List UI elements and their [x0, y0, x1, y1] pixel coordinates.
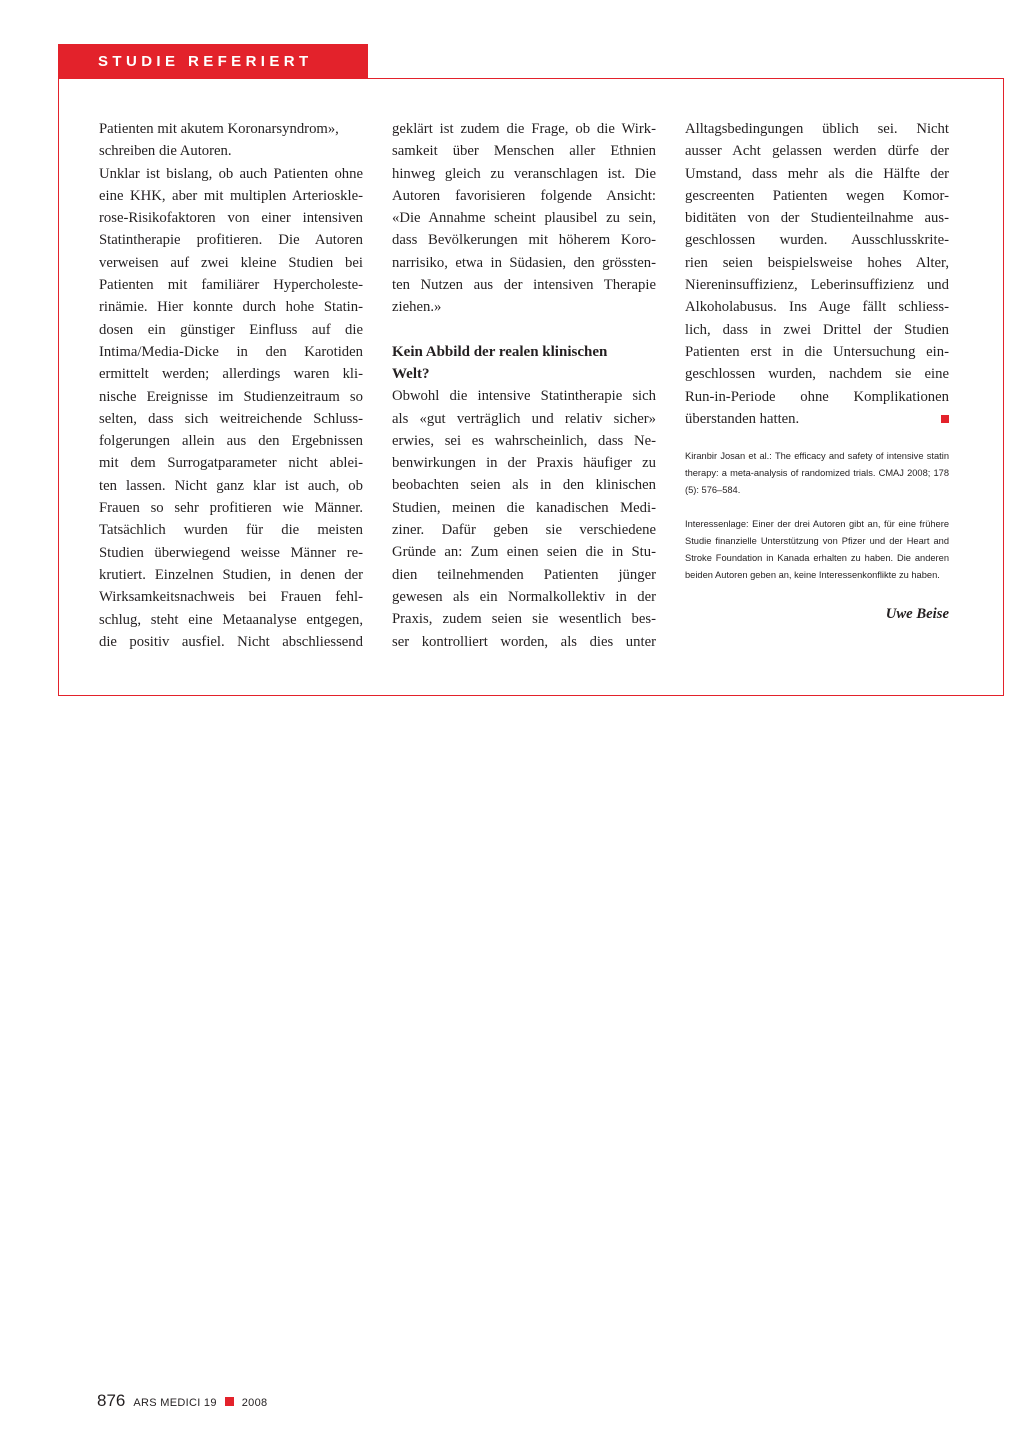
- text-line: Patienten mit familiärer Hypercholeste-: [99, 277, 363, 294]
- separator-square-icon: [225, 1397, 234, 1406]
- page-footer: [97, 1391, 267, 1411]
- text-line: Patienten mit akutem Koronarsyndrom»,: [99, 121, 339, 137]
- text-line: mit dem Surrogatparameter nicht ablei-: [99, 455, 363, 472]
- closing-line: [685, 408, 949, 430]
- text-line: als «gut verträglich und relativ sicher»: [392, 410, 656, 427]
- text-line: selten, dass sich weitreichende Schluss-: [99, 410, 363, 427]
- magazine-issue: ARS MEDICI 19: [133, 1397, 217, 1409]
- text-line: eine KHK, aber mit multiplen Arterioskle-: [99, 187, 363, 204]
- text-line: Frauen so sehr profitieren wie Männer.: [99, 500, 363, 517]
- text-line: ser kontrolliert worden, als dies unter: [392, 633, 656, 650]
- text-line: rose-Risikofaktoren von einer intensiven: [99, 210, 363, 227]
- text-line: samkeit über Menschen aller Ethnien: [392, 143, 656, 160]
- subheading: [392, 341, 656, 386]
- paragraph-gap: [685, 430, 949, 448]
- paragraph-gap: [392, 319, 656, 341]
- subheading-line-2: Welt?: [392, 365, 430, 382]
- text-line: nische Ereignisse im Studienzeitraum so: [99, 388, 363, 405]
- section-tab: [58, 44, 368, 79]
- text-line: Gründe an: Zum einen seien die in Stu-: [392, 544, 656, 561]
- text-line: geschlossen wurden. Ausschlusskrite-: [685, 232, 949, 249]
- text-line: verweisen auf zwei kleine Studien bei: [99, 254, 363, 271]
- page-number: 876: [97, 1391, 126, 1410]
- text-line: hinweg gleich zu veranschlagen ist. Die: [392, 165, 656, 182]
- text-line: Umstand, dass mehr als die Hälfte der: [685, 165, 949, 182]
- text-line: ziner. Dafür geben sie verschiedene: [392, 522, 656, 539]
- text-line: gescreenten Patienten wegen Komor-: [685, 187, 949, 204]
- interest-line: Stroke Foundation in Kanada erhalten zu haben. Die anderen: [685, 553, 949, 564]
- text-line: gewesen als ein Normalkollektiv in der: [392, 588, 656, 605]
- text-line: überstanden hatten.: [685, 410, 800, 427]
- text-line: schreiben die Autoren.: [99, 143, 232, 160]
- text-line: Alkoholabusus. Ins Auge fällt schliess-: [685, 299, 949, 316]
- text-line: ermittelt werden; allerdings waren kli-: [99, 366, 363, 383]
- text-line: folgerungen allein aus den Ergebnissen: [99, 433, 363, 450]
- interest-line: Studie finanzielle Unterstützung von Pfizer und der Heart and: [685, 536, 949, 547]
- end-of-article-square-icon: [941, 415, 949, 423]
- text-line: Unklar ist bislang, ob auch Patienten ohne: [99, 165, 363, 182]
- text-line: die positiv ausfiel. Nicht abschliessend: [99, 633, 363, 650]
- text-line: Patienten erst in die Untersuchung ein-: [685, 343, 949, 360]
- text-line: rinämie. Hier konnte durch hohe Statin-: [99, 299, 363, 316]
- text-line: ten Nutzen aus der intensiven Therapie: [392, 277, 656, 294]
- text-line: Autoren favorisieren folgende Ansicht:: [392, 187, 656, 204]
- subheading-line-1: Kein Abbild der realen klinischen: [392, 343, 608, 360]
- author-name: Uwe Beise: [885, 606, 949, 623]
- text-line: «Die Annahme scheint plausibel zu sein,: [392, 210, 656, 227]
- text-line: dosen ein günstiger Einfluss auf die: [99, 321, 363, 338]
- text-line: Wirksamkeitsnachweis bei Frauen fehl-: [99, 589, 363, 606]
- text-line: geschlossen wurden, nachdem sie eine: [685, 366, 949, 383]
- conflict-of-interest-block: [685, 516, 949, 584]
- article-column-1: [99, 118, 363, 653]
- text-line: benwirkungen in der Praxis häufiger zu: [392, 455, 656, 472]
- publication-year: 2008: [241, 1397, 268, 1409]
- text-line: beobachten seien als in den klinischen: [392, 477, 656, 494]
- text-line: Obwohl die intensive Statintherapie sich: [392, 388, 656, 405]
- interest-line: beiden Autoren geben an, keine Interessenkonflikte zu haben.: [685, 570, 940, 581]
- text-line: Intima/Media-Dicke in den Karotiden: [99, 343, 363, 360]
- text-line: geklärt ist zudem die Frage, ob die Wirk-: [392, 121, 656, 137]
- article-column-2: [392, 118, 656, 653]
- text-line: Studien, meinen die kanadischen Medi-: [392, 499, 656, 516]
- reference-line: Kiranbir Josan et al.: The efficacy and safety of intensive statin: [685, 451, 949, 462]
- text-line: Niereninsuffizienz, Leberinsuffizienz und: [685, 277, 949, 294]
- text-line: krutiert. Einzelnen Studien, in denen der: [99, 566, 363, 583]
- text-line: erwies, sei es wahrscheinlich, dass Ne-: [392, 432, 656, 449]
- paragraph-gap: [685, 499, 949, 516]
- article-column-3: [685, 118, 949, 623]
- text-line: rien seien beispielsweise hohes Alter,: [685, 254, 949, 271]
- text-line: ten lassen. Nicht ganz klar ist auch, ob: [99, 477, 363, 494]
- text-line: dien teilnehmenden Patienten jünger: [392, 566, 656, 583]
- text-line: schlug, steht eine Metaanalyse entgegen,: [99, 611, 363, 628]
- interest-line: Interessenlage: Einer der drei Autoren gibt an, für eine frühere: [685, 519, 949, 530]
- section-tab-label: STUDIE REFERIERT: [98, 53, 313, 70]
- text-line: biditäten von der Studienteilnahme aus-: [685, 210, 949, 227]
- text-line: Studien überwiegend weisse Männer re-: [99, 544, 363, 561]
- text-line: lich, dass in zwei Drittel der Studien: [685, 321, 949, 338]
- text-line: narrisiko, etwa in Südasien, den grössten-: [392, 254, 656, 271]
- text-line: Statintherapie profitieren. Die Autoren: [99, 232, 363, 249]
- text-line: Alltagsbedingungen üblich sei. Nicht: [685, 121, 949, 137]
- text-line: Tatsächlich wurden für die meisten: [99, 522, 363, 539]
- text-line: ziehen.»: [392, 299, 442, 316]
- text-line: Praxis, zudem seien sie wesentlich bes-: [392, 611, 656, 628]
- text-line: Run-in-Periode ohne Komplikationen: [685, 388, 949, 405]
- reference-block: [685, 448, 949, 499]
- text-line: dass Bevölkerungen mit höherem Koro-: [392, 232, 656, 249]
- reference-line: therapy: a meta-analysis of randomized trials. CMAJ 2008; 178: [685, 468, 949, 479]
- text-line: ausser Acht gelassen werden dürfe der: [685, 143, 949, 160]
- reference-line: (5): 576–584.: [685, 485, 741, 496]
